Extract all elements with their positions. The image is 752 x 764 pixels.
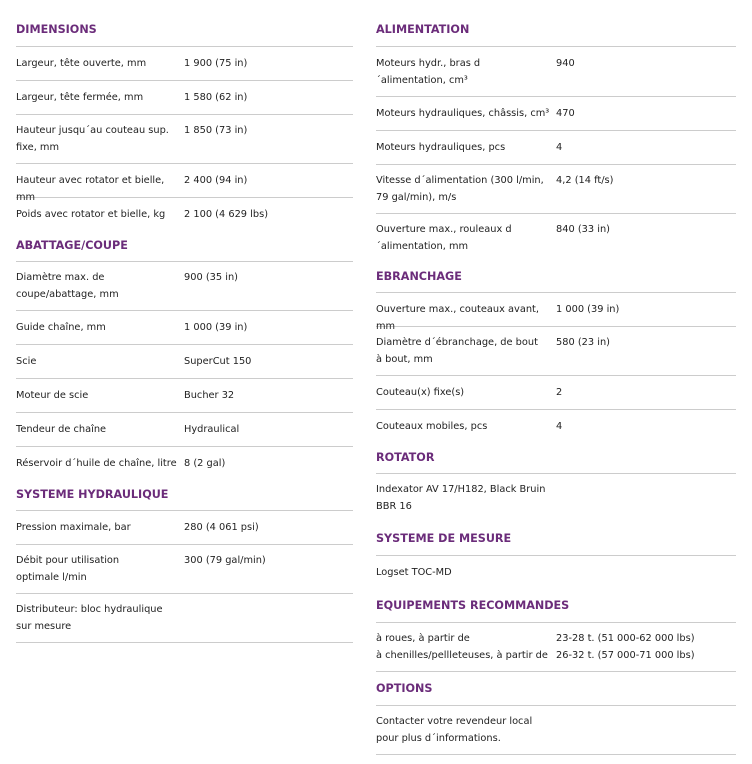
- spec-value: 2 400 (94 in): [184, 175, 248, 186]
- table-row: [16, 115, 353, 164]
- left-column: [16, 0, 353, 643]
- spec-label: Indexator AV 17/H182, Black Bruin BBR 16: [376, 484, 546, 512]
- spec-label: Guide chaîne, mm: [16, 322, 106, 333]
- spec-value: 580 (23 in): [556, 337, 610, 348]
- table-row: [376, 327, 736, 376]
- spec-label: Moteurs hydr., bras d´alimentation, cm³: [376, 58, 481, 86]
- spec-label: Moteurs hydrauliques, châssis, cm³: [376, 108, 550, 119]
- spec-value: SuperCut 150: [184, 356, 252, 367]
- spec-label: Poids avec rotator et bielle, kg: [16, 209, 166, 220]
- spec-label: Contacter votre revendeur local pour plus d´informations.: [376, 716, 533, 744]
- table-row: [16, 379, 353, 413]
- table-row: [376, 165, 736, 214]
- spec-value: [556, 706, 736, 754]
- table-row: [16, 164, 353, 203]
- table-row: [376, 376, 736, 410]
- spec-label: Ouverture max., rouleaux d´alimentation, mm: [376, 224, 512, 252]
- table-row: [376, 214, 736, 262]
- equipement-label: à roues, à partir de: [376, 633, 470, 644]
- spec-value: 4: [556, 421, 563, 432]
- spec-value: 1 000 (39 in): [184, 322, 248, 333]
- table-row: [16, 447, 353, 480]
- right-column: [376, 0, 736, 755]
- section-title-abattage: ABATTAGE/COUPE: [16, 231, 353, 262]
- table-row: [16, 345, 353, 379]
- section-title-options: OPTIONS: [376, 672, 736, 706]
- table-row: [376, 474, 736, 522]
- table-row: [16, 311, 353, 345]
- table-row: [16, 47, 353, 81]
- spec-label: Logset TOC-MD: [376, 567, 452, 578]
- spec-label: Vitesse d´alimentation (300 l/min, 79 gal/min), m/s: [376, 175, 544, 203]
- section-title-mesure: SYSTEME DE MESURE: [376, 522, 736, 556]
- spec-label: Hauteur avec rotator et bielle, mm: [16, 175, 165, 203]
- spec-label: Hauteur jusqu´au couteau sup. fixe, mm: [16, 125, 169, 153]
- table-row: [16, 198, 353, 231]
- spec-label: Réservoir d´huile de chaîne, litre: [16, 458, 177, 469]
- spec-label: Largeur, tête ouverte, mm: [16, 58, 147, 69]
- section-title-alimentation: ALIMENTATION: [376, 0, 736, 47]
- spec-label: [376, 623, 556, 671]
- table-row: [376, 47, 736, 97]
- spec-label: Couteaux mobiles, pcs: [376, 421, 488, 432]
- table-row: [376, 293, 736, 332]
- table-row: [16, 413, 353, 447]
- spec-label: Ouverture max., couteaux avant, mm: [376, 304, 540, 332]
- table-row: [376, 556, 736, 589]
- equipement-value: 26-32 t. (57 000-71 000 lbs): [556, 650, 695, 661]
- table-row: [16, 81, 353, 115]
- spec-value: 4,2 (14 ft/s): [556, 175, 614, 186]
- table-row: [376, 706, 736, 755]
- spec-value: 900 (35 in): [184, 272, 238, 283]
- spec-value: [561, 474, 736, 522]
- table-row: [16, 511, 353, 545]
- spec-label: Couteau(x) fixe(s): [376, 387, 465, 398]
- spec-label: Moteurs hydrauliques, pcs: [376, 142, 506, 153]
- spec-value: 2 100 (4 629 lbs): [184, 209, 269, 220]
- spec-label: Largeur, tête fermée, mm: [16, 92, 144, 103]
- spec-value: 1 850 (73 in): [184, 125, 248, 136]
- spec-label: Diamètre max. de coupe/abattage, mm: [16, 272, 119, 300]
- section-title-ebranchage: EBRANCHAGE: [376, 262, 736, 293]
- spec-value: [176, 594, 353, 642]
- equipement-value: 23-28 t. (51 000-62 000 lbs): [556, 633, 695, 644]
- spec-value: [556, 556, 736, 589]
- spec-value: 940: [556, 58, 575, 69]
- spec-value: 1 000 (39 in): [556, 304, 620, 315]
- table-row: [376, 97, 736, 131]
- spec-label: Moteur de scie: [16, 390, 89, 401]
- spec-value: 300 (79 gal/min): [184, 555, 266, 566]
- spec-value: Bucher 32: [184, 390, 235, 401]
- table-row: [376, 623, 736, 672]
- spec-label: Débit pour utilisation optimale l/min: [16, 555, 120, 583]
- section-title-dimensions: DIMENSIONS: [16, 0, 353, 47]
- table-row: [16, 262, 353, 311]
- spec-value: Hydraulical: [184, 424, 240, 435]
- spec-value: 470: [556, 108, 575, 119]
- spec-value: 1 580 (62 in): [184, 92, 248, 103]
- table-row: [376, 410, 736, 443]
- spec-value: 2: [556, 387, 563, 398]
- table-row: [16, 545, 353, 594]
- spec-value: [556, 623, 736, 671]
- table-row: [16, 594, 353, 643]
- spec-label: Pression maximale, bar: [16, 522, 131, 533]
- spec-label: Diamètre d´ébranchage, de bout à bout, mm: [376, 337, 538, 365]
- spec-label: Tendeur de chaîne: [16, 424, 107, 435]
- section-title-hydraulique: SYSTEME HYDRAULIQUE: [16, 480, 353, 511]
- table-row: [376, 131, 736, 165]
- spec-value: 840 (33 in): [556, 224, 610, 235]
- spec-value: 8 (2 gal): [184, 458, 226, 469]
- spec-label: Distributeur: bloc hydraulique sur mesure: [16, 604, 163, 632]
- spec-label: Scie: [16, 356, 37, 367]
- section-title-equipements: EQUIPEMENTS RECOMMANDES: [376, 589, 736, 623]
- section-title-rotator: ROTATOR: [376, 443, 736, 474]
- spec-value: 280 (4 061 psi): [184, 522, 259, 533]
- spec-value: 1 900 (75 in): [184, 58, 248, 69]
- equipement-label: à chenilles/pellleteuses, à partir de: [376, 650, 548, 661]
- spec-value: 4: [556, 142, 563, 153]
